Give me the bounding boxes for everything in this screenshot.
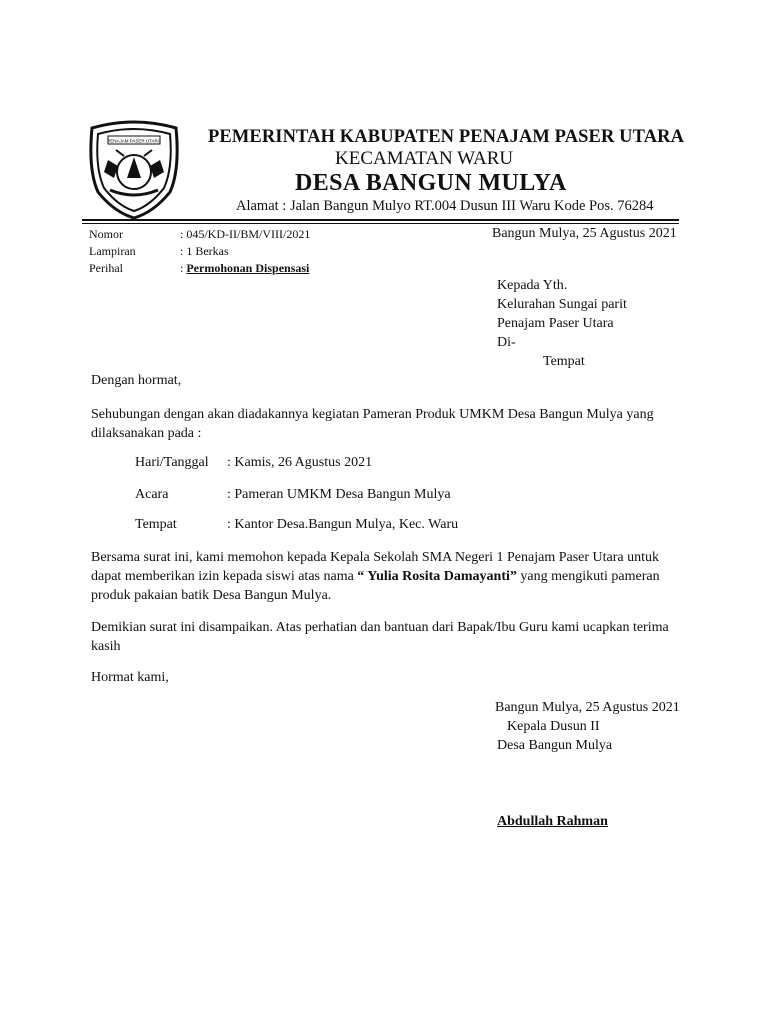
logo-text: PENAJAM PASER UTARA bbox=[107, 138, 161, 144]
signature-title: Kepala Dusun II bbox=[507, 719, 600, 734]
signature-date: Bangun Mulya, 25 Agustus 2021 bbox=[495, 700, 680, 715]
detail-label-event: Acara bbox=[135, 487, 169, 502]
student-name: “ Yulia Rosita Damayanti” bbox=[357, 569, 517, 584]
regards: Hormat kami, bbox=[91, 670, 169, 685]
recipient-line-4: Di- bbox=[497, 335, 516, 350]
nomor-label: Nomor bbox=[89, 227, 123, 241]
perihal-colon: : bbox=[180, 261, 187, 275]
recipient-line-3: Penajam Paser Utara bbox=[497, 316, 614, 331]
perihal-label: Perihal bbox=[89, 261, 123, 275]
letterhead-regency: PEMERINTAH KABUPATEN PENAJAM PASER UTARA bbox=[208, 127, 685, 147]
detail-label-date: Hari/Tanggal bbox=[135, 455, 209, 470]
detail-value-event: : Pameran UMKM Desa Bangun Mulya bbox=[227, 487, 451, 502]
greeting: Dengan hormat, bbox=[91, 373, 182, 388]
recipient-line-1: Kepada Yth. bbox=[497, 278, 568, 293]
lampiran-value: : 1 Berkas bbox=[180, 244, 229, 258]
letterhead-district: KECAMATAN WARU bbox=[335, 148, 514, 169]
letter-date: Bangun Mulya, 25 Agustus 2021 bbox=[492, 226, 677, 241]
letterhead-address: Alamat : Jalan Bangun Mulyo RT.004 Dusun III Waru Kode Pos. 76284 bbox=[236, 198, 654, 214]
detail-label-place: Tempat bbox=[135, 517, 177, 532]
signature-org: Desa Bangun Mulya bbox=[497, 738, 613, 753]
request-text-1: Bersama surat ini, kami memohon kepada Kepala Sekolah SMA Negeri 1 Penajam Paser Utara untuk dapat memberikan izin kepada siswi atas nama bbox=[91, 550, 660, 584]
letterhead-village: DESA BANGUN MULYA bbox=[295, 170, 567, 196]
detail-value-place: : Kantor Desa.Bangun Mulya, Kec. Waru bbox=[227, 517, 459, 532]
closing-paragraph: Demikian surat ini disampaikan. Atas perhatian dan bantuan dari Bapak/Ibu Guru kami ucapkan terima kasih bbox=[91, 620, 669, 654]
request-text-2: yang mengikuti pameran produk pakaian batik Desa Bangun Mulya. bbox=[91, 569, 660, 603]
header-rule-thin bbox=[82, 223, 679, 224]
intro-paragraph: Sehubungan dengan akan diadakannya kegiatan Pameran Produk UMKM Desa Bangun Mulya yang dilaksanakan pada : bbox=[91, 407, 654, 441]
regency-crest-icon bbox=[84, 120, 184, 220]
signatory-name: Abdullah Rahman bbox=[497, 814, 608, 829]
detail-value-date: : Kamis, 26 Agustus 2021 bbox=[227, 455, 373, 470]
request-paragraph bbox=[91, 548, 681, 605]
recipient-line-2: Kelurahan Sungai parit bbox=[497, 297, 627, 312]
perihal-row bbox=[180, 261, 309, 276]
recipient-line-5: Tempat bbox=[543, 354, 585, 369]
perihal-value: Permohonan Dispensasi bbox=[186, 261, 310, 275]
lampiran-label: Lampiran bbox=[89, 244, 136, 258]
nomor-value: : 045/KD-II/BM/VIII/2021 bbox=[180, 227, 311, 241]
header-rule-thick bbox=[82, 219, 679, 221]
